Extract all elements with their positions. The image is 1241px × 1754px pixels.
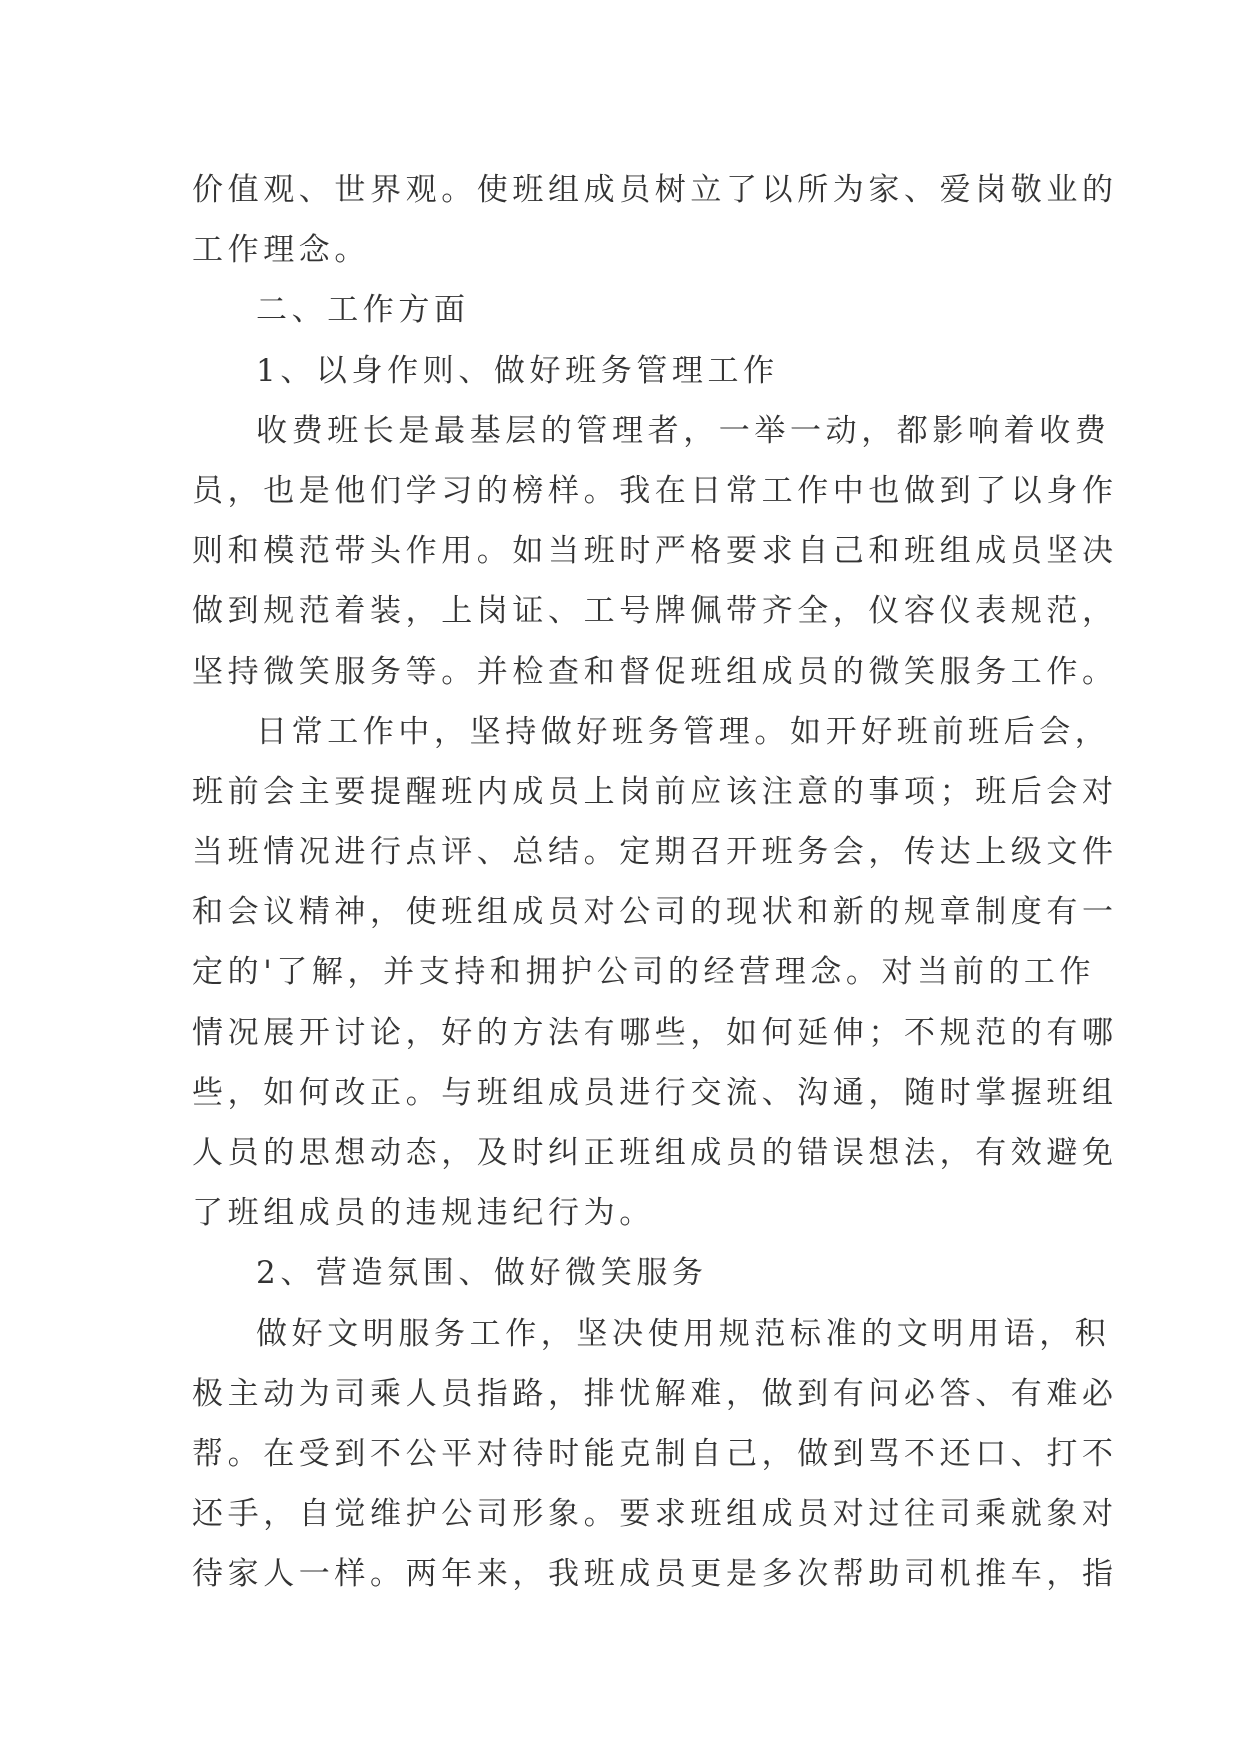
text-line: 定的'了解，并支持和拥护公司的经营理念。对当前的工作 <box>192 954 1096 991</box>
text-line: 则和模范带头作用。如当班时严格要求自己和班组成员坚决 <box>192 533 1118 570</box>
section-heading: 二、工作方面 <box>256 292 470 329</box>
text-line: 班前会主要提醒班内成员上岗前应该注意的事项；班后会对 <box>192 773 1118 810</box>
text-line: 还手，自觉维护公司形象。要求班组成员对过往司乘就象对 <box>192 1496 1118 1533</box>
text-line: 坚持微笑服务等。并检查和督促班组成员的微笑服务工作。 <box>192 653 1118 690</box>
text-line: 日常工作中，坚持做好班务管理。如开好班前班后会， <box>256 713 1111 750</box>
text-line: 了班组成员的违规违纪行为。 <box>192 1195 655 1232</box>
text-line: 些，如何改正。与班组成员进行交流、沟通，随时掌握班组 <box>192 1074 1118 1111</box>
text-line: 员，也是他们学习的榜样。我在日常工作中也做到了以身作 <box>192 472 1118 509</box>
text-line: 待家人一样。两年来，我班成员更是多次帮助司机推车，指 <box>192 1556 1118 1593</box>
subsection-heading: 2、营造氛围、做好微笑服务 <box>256 1255 708 1292</box>
text-line: 和会议精神，使班组成员对公司的现状和新的规章制度有一 <box>192 894 1118 931</box>
text-line: 极主动为司乘人员指路，排忧解难，做到有问必答、有难必 <box>192 1375 1118 1412</box>
text-line: 当班情况进行点评、总结。定期召开班务会，传达上级文件 <box>192 834 1118 871</box>
subsection-heading: 1、以身作则、做好班务管理工作 <box>256 352 779 389</box>
document-body <box>192 160 1118 1605</box>
text-line: 人员的思想动态，及时纠正班组成员的错误想法，有效避免 <box>192 1135 1118 1171</box>
text-line: 做到规范着装，上岗证、工号牌佩带齐全，仪容仪表规范， <box>192 593 1118 630</box>
text-line: 收费班长是最基层的管理者，一举一动，都影响着收费 <box>256 412 1111 449</box>
text-line: 情况展开讨论，好的方法有哪些，如何延伸；不规范的有哪 <box>192 1014 1118 1051</box>
text-line: 工作理念。 <box>192 232 370 269</box>
text-line: 价值观、世界观。使班组成员树立了以所为家、爱岗敬业的 <box>192 172 1118 208</box>
text-line: 做好文明服务工作，坚决使用规范标准的文明用语，积 <box>256 1315 1111 1352</box>
text-line: 帮。在受到不公平对待时能克制自己，做到骂不还口、打不 <box>192 1435 1118 1472</box>
